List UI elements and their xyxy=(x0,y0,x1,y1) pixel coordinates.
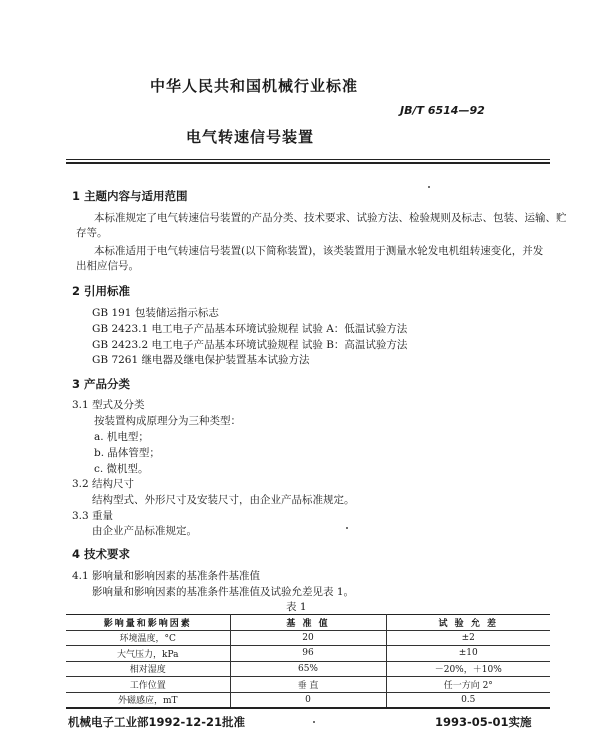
scan-speck xyxy=(313,721,315,723)
scan-speck xyxy=(346,527,348,529)
table-header-cell: 基 准 值 xyxy=(230,615,386,631)
type-list-item: a. 机电型； xyxy=(94,431,149,443)
subsection-3-3-heading: 3.3 重量 xyxy=(72,510,114,522)
table-row xyxy=(66,692,550,708)
reference-item: GB 2423.1 电工电子产品基本环境试验规程 试验 A：低温试验方法 xyxy=(92,323,408,335)
table-row xyxy=(66,677,550,693)
table-1-caption: 表 1 xyxy=(286,601,307,613)
section-1-paragraph-1-line-1: 本标准规定了电气转速信号装置的产品分类、技术要求、试验方法、检验规则及标志、包装、运输、贮 xyxy=(94,212,567,224)
document-title: 电气转速信号装置 xyxy=(186,128,315,146)
table-cell: －20%，＋10% xyxy=(386,661,550,677)
issuing-authority: 中华人民共和国机械行业标准 xyxy=(150,77,359,95)
reference-item: GB 7261 继电器及继电保护装置基本试验方法 xyxy=(92,354,310,366)
section-2-heading: 2 引用标准 xyxy=(72,284,131,298)
subsection-3-1-text: 按装置构成原理分为三种类型： xyxy=(94,415,241,427)
footer-rule xyxy=(66,707,550,709)
table-cell: 任一方向 2° xyxy=(386,677,550,693)
subsection-3-1-heading: 3.1 型式及分类 xyxy=(72,399,145,411)
table-cell: 0 xyxy=(230,692,386,708)
table-1 xyxy=(66,614,550,708)
table-cell: 工作位置 xyxy=(66,677,230,693)
scan-speck xyxy=(428,186,430,188)
section-3-heading: 3 产品分类 xyxy=(72,377,131,391)
subsection-3-2-heading: 3.2 结构尺寸 xyxy=(72,478,135,490)
table-cell: 65% xyxy=(230,661,386,677)
section-4-heading: 4 技术要求 xyxy=(72,547,131,561)
subsection-3-3-text: 由企业产品标准规定。 xyxy=(92,525,197,537)
table-cell: ±2 xyxy=(386,630,550,646)
header-rule-bottom xyxy=(66,162,550,164)
effective-date: 1993-05-01实施 xyxy=(435,715,532,729)
standard-code: JB/T 6514—92 xyxy=(400,104,485,117)
type-list-item: c. 微机型。 xyxy=(94,463,149,475)
table-cell: 相对湿度 xyxy=(66,661,230,677)
table-cell: 大气压力，kPa xyxy=(66,646,230,662)
header-rule-top xyxy=(66,159,550,160)
section-1-paragraph-1-line-2: 存等。 xyxy=(76,227,108,239)
table-cell: 垂 直 xyxy=(230,677,386,693)
approval-date: 机械电子工业部1992-12-21批准 xyxy=(68,715,246,729)
section-1-paragraph-2-line-2: 出相应信号。 xyxy=(76,260,139,272)
table-header-cell: 试 验 允 差 xyxy=(386,615,550,631)
reference-item: GB 191 包装储运指示标志 xyxy=(92,307,219,319)
type-list-item: b. 晶体管型； xyxy=(94,447,160,459)
table-cell: 0.5 xyxy=(386,692,550,708)
subsection-4-1-heading: 4.1 影响量和影响因素的基准条件基准值 xyxy=(72,570,261,582)
table-header-cell: 影响量和影响因素 xyxy=(66,615,230,631)
table-cell: 外磁感应，mT xyxy=(66,692,230,708)
section-1-paragraph-2-line-1: 本标准适用于电气转速信号装置(以下简称装置)，该类装置用于测量水轮发电机组转速变化，并发 xyxy=(94,245,544,257)
section-1-heading: 1 主题内容与适用范围 xyxy=(72,189,188,203)
reference-item: GB 2423.2 电工电子产品基本环境试验规程 试验 B：高温试验方法 xyxy=(92,339,408,351)
table-header-row xyxy=(66,615,550,631)
subsection-3-2-text: 结构型式、外形尺寸及安装尺寸，由企业产品标准规定。 xyxy=(92,494,355,506)
table-cell: 20 xyxy=(230,630,386,646)
table-cell: 96 xyxy=(230,646,386,662)
table-cell: ±10 xyxy=(386,646,550,662)
subsection-4-1-text: 影响量和影响因素的基准条件基准值及试验允差见表 1。 xyxy=(92,586,355,598)
table-row xyxy=(66,661,550,677)
table-row xyxy=(66,630,550,646)
table-row xyxy=(66,646,550,662)
table-cell: 环境温度，°C xyxy=(66,630,230,646)
